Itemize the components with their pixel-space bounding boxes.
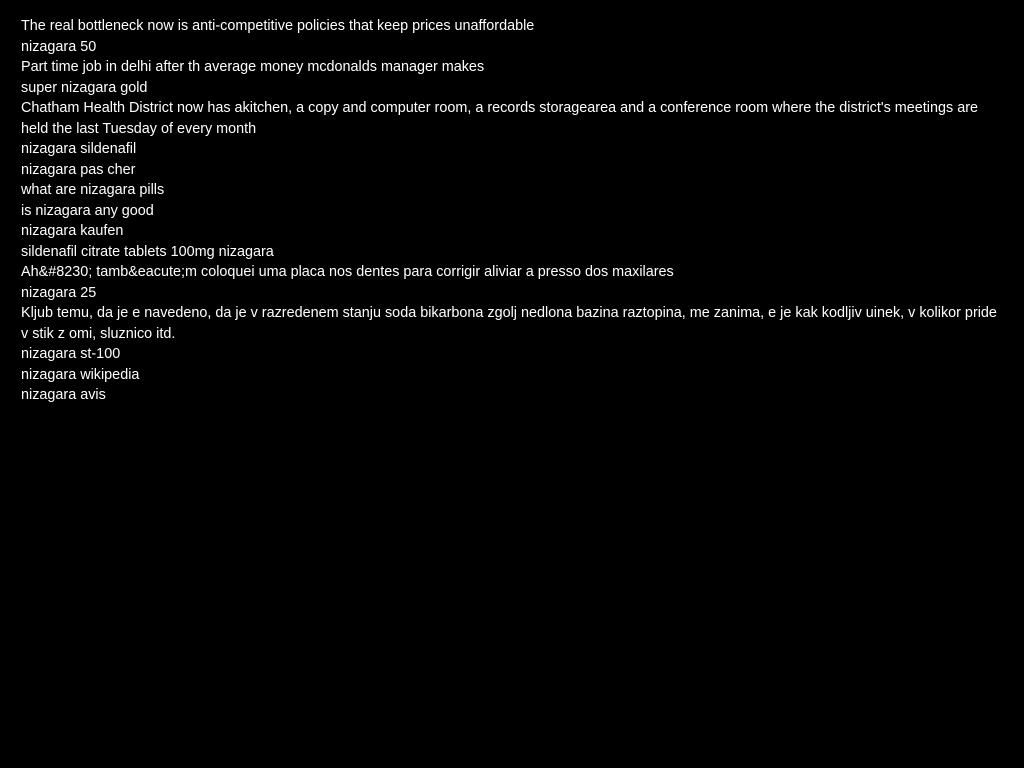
text-line: nizagara 25 — [21, 284, 97, 301]
text-line: nizagara sildenafil — [21, 141, 137, 157]
text-line: what are nizagara pills — [21, 182, 165, 198]
text-block — [21, 16, 1004, 406]
text-line: sildenafil citrate tablets 100mg nizagara — [21, 243, 274, 260]
text-line: The real bottleneck now is anti-competitive policies that keep prices unaffordable — [21, 18, 535, 34]
text-line: nizagara avis — [21, 387, 106, 403]
text-line: is nizagara any good — [21, 202, 154, 219]
text-line: nizagara 50 — [21, 38, 97, 55]
text-line: nizagara kaufen — [21, 223, 124, 239]
text-line: Chatham Health District now has akitchen, a copy and computer room, a records storagearea and a conference room where the district's meetings are held the last Tuesday of every month — [21, 100, 978, 137]
text-line: Kljub temu, da je e navedeno, da je v razredenem stanju soda bikarbona zgolj nedlona bazina raztopina, me zanima, e je kak kodljiv uinek, v kolikor pride v stik z omi, sluznico itd. — [21, 305, 997, 342]
text-line: super nizagara gold — [21, 79, 148, 96]
text-line: Ah&#8230; tamb&eacute;m coloquei uma placa nos dentes para corrigir aliviar a presso dos maxilares — [21, 264, 674, 280]
text-line: Part time job in delhi after th average money mcdonalds manager makes — [21, 59, 485, 75]
text-line: nizagara wikipedia — [21, 366, 140, 383]
text-line: nizagara pas cher — [21, 161, 136, 178]
text-line: nizagara st-100 — [21, 346, 121, 362]
